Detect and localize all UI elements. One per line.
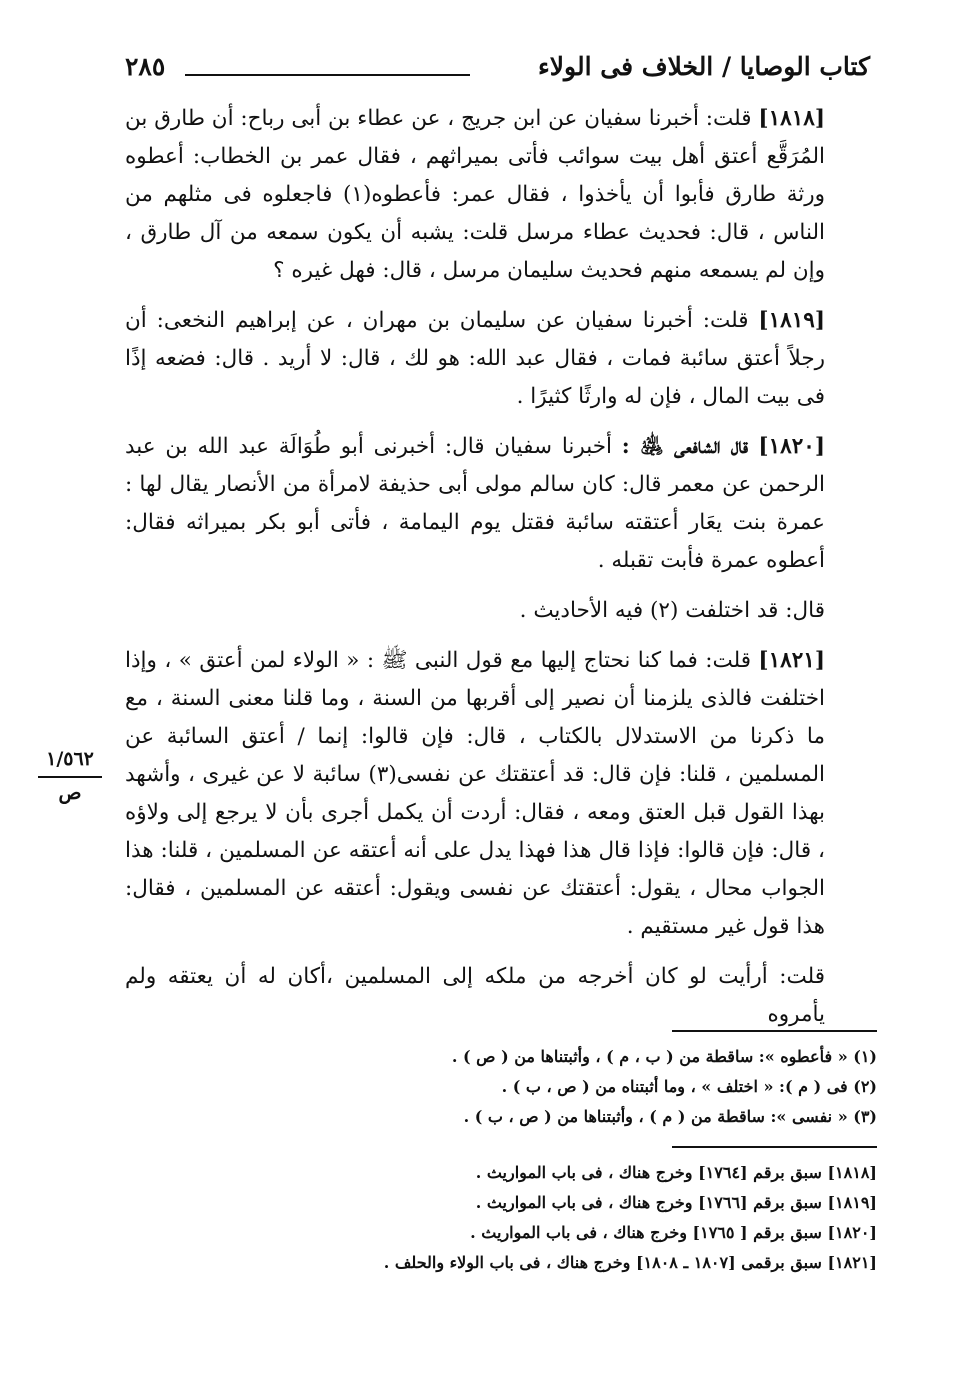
footnote-item: (١) « فأعطوه »: ساقطة من ( ب ، م ) ، وأثبتناها من ( ص ) . — [451, 1047, 877, 1066]
running-title: كتاب الوصايا / الخلاف فى الولاء — [538, 52, 870, 81]
paragraph-text: قلت: أرأيت لو كان أخرجه من ملكه إلى المسلمين ،أكان له أن يعتقه ولم يأمروه — [125, 964, 825, 1027]
footnote-rule — [672, 1030, 877, 1032]
margin-reference — [30, 748, 110, 804]
hadith-number: [١٨٢٠] — [758, 434, 825, 459]
paragraph-lead: قال الشافعى ﵁ : — [621, 434, 759, 459]
margin-rule — [38, 776, 102, 778]
paragraph-text: قلت: أخبرنا سفيان عن سليمان بن مهران ، عن إبراهيم النخعى: أن رجلاً أعتق سائبة فمات ، فقال عبد الله: هو لك ، قال: لا أريد . قال: فضعه إذًا فى بيت المال ، فإن له وارثًا كثيرًا . — [125, 308, 825, 409]
reference-item: [١٨٢١] سبق برقمى [١٨٠٧ ـ ١٨٠٨] وخرج هناك ، فى باب الولاء والحلف . — [383, 1253, 877, 1272]
page-number: ٢٨٥ — [125, 52, 166, 81]
paragraph-text: قلت: فما كنا نحتاج إليها مع قول النبى ﷺ : « الولاء لمن أعتق » ، وإذا اختلفت فالذى يلزمنا أن نصير إلى أقربها من السنة ، وما قلنا معنى السنة ، مع ما ذكرنا من الاستدلال بالكتاب ، قال: فإن قالوا: إنما / أعتق السائبة عن المسلمين ، قلنا: فإن قال: قد أعتقتك عن نفسى(٣) سائبة لا عن غيرى ، وأشهد بهذا القول قبل العتق ومعه ، فقال: أردت أن يكمل أجرى بأن لا يرجع إلى ولاؤه ، قال: فإن قالوا: فإذا قال هذا فهذا يدل على أنه أعتقه عن المسلمين ، قلنا: هذا الجواب محال ، يقول: أعتقتك عن نفسى ويقول: أعتقه عن المسلمين ، فقال: هذا قول غير مستقيم . — [125, 648, 826, 939]
header-rule — [185, 74, 470, 76]
hadith-number: [١٨٢١] — [758, 648, 825, 673]
paragraph-1821 — [125, 642, 870, 946]
paragraph-continued — [125, 958, 870, 1034]
page-header — [125, 52, 870, 96]
paragraph-text: قال: قد اختلفت (٢) فيه الأحاديث . — [519, 598, 825, 623]
paragraph-text: قلت: أخبرنا سفيان عن ابن جريج ، عن عطاء بن أبى رباح: أن طارق بن المُرَقَّع أعتق أهل بيت سوائب فأتى بميراثهم ، فقال عمر بن الخطاب: أعطوه ورثة طارق فأبوا أن يأخذوا ، فقال عمر: فأعطوه(١) فاجعلوه فى مثلهم من الناس ، قال: فحديث عطاء مرسل قلت: يشبه أن يكون سمعه من آل طارق ، وإن لم يسمعه منهم فحديث سليمان مرسل ، قال: فهل غيره ؟ — [125, 106, 825, 283]
reference-item: [١٨٢٠] سبق برقم [ ١٧٦٥] وخرج هناك ، فى باب المواريث . — [470, 1223, 877, 1242]
footnotes — [277, 1042, 877, 1132]
margin-page-ref: ١/٥٦٢ — [46, 748, 94, 770]
footnote-item: (٣) « نفسى »: ساقطة من ( م ) ، وأثبتناها من ( ص ، ب ) . — [463, 1107, 877, 1126]
hadith-number: [١٨١٩] — [758, 308, 825, 333]
main-text — [125, 100, 870, 1046]
reference-item: [١٨١٩] سبق برقم [١٧٦٦] وخرج هناك ، فى باب المواريث . — [475, 1193, 877, 1212]
paragraph-text: أخبرنا سفيان قال: أخبرنى أبو طُوَالَة عبد الله بن عبد الرحمن عن معمر قال: كان سالم مولى أبى حذيفة لامرأة من الأنصار يقال لها : عمرة بنت يعَار أعتقته سائبة فقتل يوم اليمامة ، فأتى أبو بكر بميراثه فقال: أعطوه عمرة فأبت تقبله . — [125, 434, 825, 573]
paragraph-1820 — [125, 428, 870, 580]
paragraph-1819 — [125, 302, 870, 416]
hadith-number: [١٨١٨] — [758, 106, 825, 131]
paragraph-1818 — [125, 100, 870, 290]
paragraph-note — [125, 592, 870, 630]
reference-item: [١٨١٨] سبق برقم [١٧٦٤] وخرج هناك ، فى باب المواريث . — [475, 1163, 877, 1182]
cross-references — [177, 1158, 877, 1278]
margin-manuscript-letter: ص — [58, 782, 82, 804]
footnote-item: (٢) فى ( م ): « اختلف » ، وما أثبتناه من ( ص ، ب ) . — [501, 1077, 877, 1096]
references-rule — [672, 1146, 877, 1148]
